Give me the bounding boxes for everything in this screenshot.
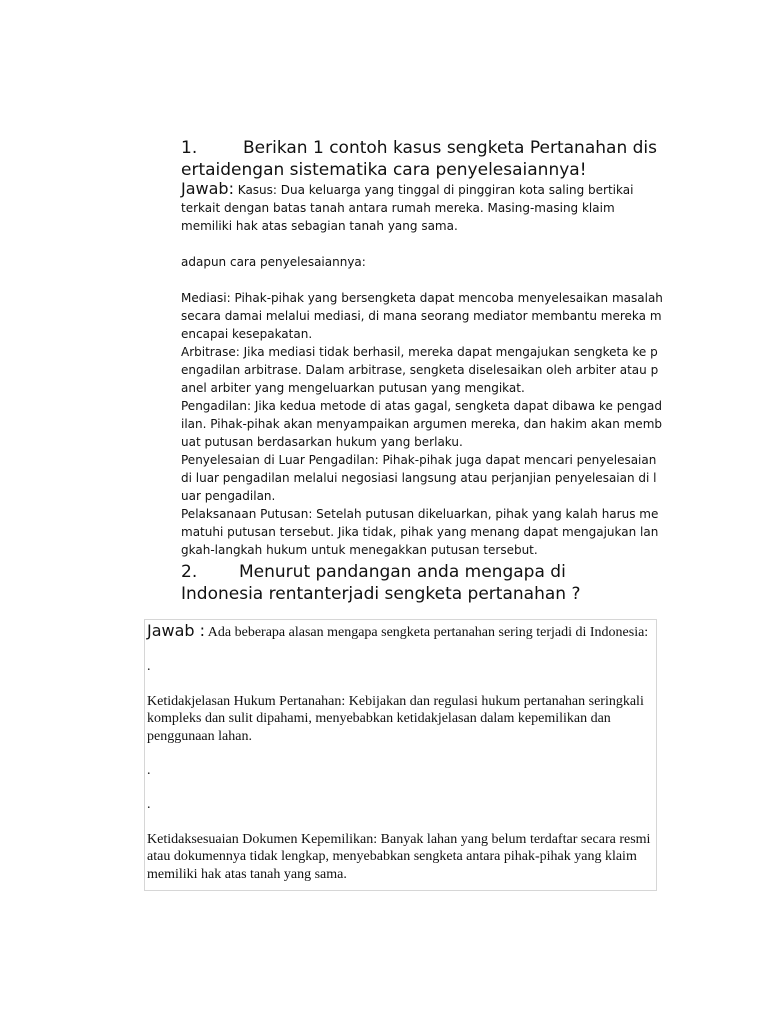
question-2-number: 2. [181, 562, 198, 582]
question-2-line-2: Indonesia rentanterjadi sengketa pertanahan ? [181, 584, 581, 604]
answer-2-label: Jawab : [147, 621, 206, 640]
answer-2-reason-1: Ketidakjelasan Hukum Pertanahan: Kebijakan dan regulasi hukum pertanahan seringkali kompleks dan sulit dipahami, menyebabkan ketidakjelasan dalam kepemilikan dan penggunaan lahan. [147, 693, 644, 744]
answer-1-item-pengadilan: Pengadilan: Jika kedua metode di atas gagal, sengketa dapat dibawa ke pengadilan. Pihak-pihak akan menyampaikan argumen mereka, dan hakim akan membuat putusan berdasarkan hukum yang berlaku. [181, 399, 662, 449]
question-2-line-1: Menurut pandangan anda mengapa di [239, 562, 566, 582]
answer-1 [181, 180, 663, 559]
answer-1-label: Jawab: [181, 179, 234, 198]
answer-1-intro: adapun cara penyelesaiannya: [181, 255, 366, 269]
answer-2-dot-2: . [147, 763, 151, 779]
answer-2-intro: Ada beberapa alasan mengapa sengketa pertanahan sering terjadi di Indonesia: [207, 625, 649, 640]
question-1-number: 1. [181, 138, 198, 158]
answer-2-dot-3: . [147, 797, 151, 813]
question-1 [181, 137, 663, 181]
question-2 [181, 561, 663, 605]
answer-1-item-mediasi: Mediasi: Pihak-pihak yang bersengketa dapat mencoba menyelesaikan masalah secara damai melalui mediasi, di mana seorang mediator membantu mereka mencapai kesepakatan. [181, 291, 663, 341]
answer-1-item-pelaksanaan: Pelaksanaan Putusan: Setelah putusan dikeluarkan, pihak yang kalah harus mematuhi putusan tersebut. Jika tidak, pihak yang menang dapat mengajukan langkah-langkah hukum untuk menegakkan putusan tersebut. [181, 507, 659, 557]
answer-2-dot-1: . [147, 659, 151, 675]
question-1-text: Berikan 1 contoh kasus sengketa Pertanahan disertaidengan sistematika cara penyelesaiannya! [181, 138, 657, 180]
answer-2-reason-2: Ketidaksesuaian Dokumen Kepemilikan: Banyak lahan yang belum terdaftar secara resmi atau dokumennya tidak lengkap, menyebabkan sengketa antara pihak-pihak yang klaim memiliki hak atas tanah yang sama. [147, 831, 651, 882]
answer-2-box [144, 619, 657, 891]
answer-1-item-arbitrase: Arbitrase: Jika mediasi tidak berhasil, mereka dapat mengajukan sengketa ke pengadilan arbitrase. Dalam arbitrase, sengketa diselesaikan oleh arbiter atau panel arbiter yang mengeluarkan putusan yang mengikat. [181, 345, 659, 395]
answer-1-item-luar-pengadilan: Penyelesaian di Luar Pengadilan: Pihak-pihak juga dapat mencari penyelesaian di luar pengadilan melalui negosiasi langsung atau perjanjian penyelesaian di luar pengadilan. [181, 453, 657, 503]
answer-1-case-text: Kasus: Dua keluarga yang tinggal di pinggiran kota saling bertikai terkait dengan batas tanah antara rumah mereka. Masing-masing klaim memiliki hak atas sebagian tanah yang sama. [181, 183, 634, 233]
